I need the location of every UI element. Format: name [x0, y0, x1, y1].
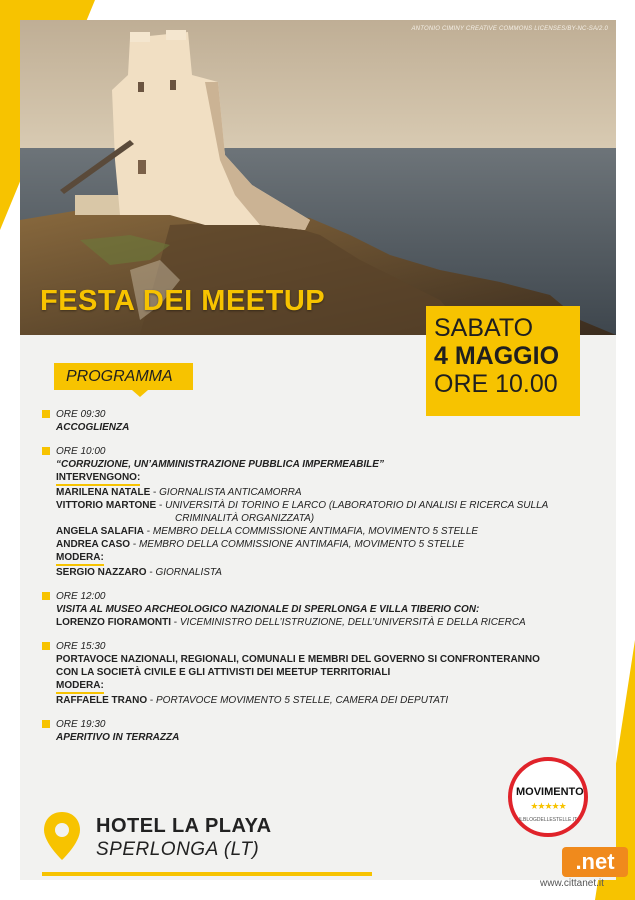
speaker-line [56, 486, 602, 499]
date-day: SABATO [434, 314, 534, 342]
event-headline: “CORRUZIONE, UN’AMMINISTRAZIONE PUBBLICA IMPERMEABILE” [56, 459, 384, 470]
program-label-text: PROGRAMMA [66, 368, 173, 385]
guide-line [56, 616, 602, 629]
speaker-separator: - [130, 539, 139, 550]
event-time: ORE 19:30 [56, 719, 106, 730]
speaker-name: ANGELA SALAFIA [56, 526, 144, 537]
guide-role: VICEMINISTRO DELL’ISTRUZIONE, DELL’UNIVERSITÀ E DELLA RICERCA [179, 617, 526, 628]
speech-tail-shape [132, 390, 148, 397]
speaker-role: GIORNALISTA ANTICAMORRA [159, 487, 302, 498]
speaker-name: MARILENA NATALE [56, 487, 151, 498]
venue-city: SPERLONGA (LT) [96, 839, 260, 860]
moderator-line [56, 566, 602, 579]
header-photo [20, 20, 616, 335]
program-item [42, 590, 602, 629]
date-time: ORE 10.00 [434, 370, 558, 398]
event-time: ORE 15:30 [56, 641, 106, 652]
event-time: ORE 12:00 [56, 591, 106, 602]
date-date: 4 MAGGIO [434, 342, 560, 370]
speakers-heading: INTERVENGONO: [56, 472, 140, 486]
moderator-name: SERGIO NAZZARO [56, 567, 147, 578]
guide-separator: - [171, 617, 180, 628]
speaker-name: ANDREA CASO [56, 539, 131, 550]
logo-word: MOVIMENTO [516, 786, 584, 798]
program-item [42, 408, 602, 434]
star-icon: ★★★★★ [530, 801, 566, 811]
speaker-role-continued: CRIMINALITÀ ORGANIZZATA) [175, 513, 315, 524]
logo-subtitle: ILBLOGDELLESTELLE.IT [518, 817, 578, 823]
moderator-separator: - [147, 695, 156, 706]
speaker-role: UNIVERSITÀ DI TORINO E LARCO (LABORATORIO DI ANALISI E RICERCA SULLA [165, 500, 549, 511]
moderator-heading: MODERA: [56, 552, 104, 566]
bullet-square-icon [42, 410, 50, 418]
event-headline: ACCOGLIENZA [56, 422, 130, 433]
bullet-square-icon [42, 720, 50, 728]
event-headline: APERITIVO IN TERRAZZA [56, 732, 180, 743]
poster-card [20, 20, 616, 880]
watermark-site: www.cittanet.it [540, 878, 604, 889]
speaker-role: MEMBRO DELLA COMMISSIONE ANTIMAFIA, MOVIMENTO 5 STELLE [152, 526, 479, 537]
watermark-brand: .net [562, 847, 628, 877]
event-headline-continued: CON LA SOCIETÀ CIVILE E GLI ATTIVISTI DEI MEETUP TERRITORIALI [56, 667, 391, 678]
bullet-square-icon [42, 642, 50, 650]
moderator-role: PORTAVOCE MOVIMENTO 5 STELLE, CAMERA DEI DEPUTATI [156, 695, 449, 706]
moderator-name: RAFFAELE TRANO [56, 695, 148, 706]
moderator-separator: - [146, 567, 156, 578]
speaker-name: VITTORIO MARTONE [56, 500, 157, 511]
bullet-square-icon [42, 447, 50, 455]
movimento-logo [508, 757, 588, 837]
program-item [42, 718, 602, 744]
bullet-square-icon [42, 592, 50, 600]
guide-name: LORENZO FIORAMONTI [56, 617, 171, 628]
location-pin-icon [42, 810, 82, 862]
speaker-separator: - [156, 500, 166, 511]
event-headline: VISITA AL MUSEO ARCHEOLOGICO NAZIONALE DI SPERLONGA E VILLA TIBERIO CON: [56, 604, 480, 615]
speaker-line [56, 525, 602, 538]
venue-name: HOTEL LA PLAYA [96, 815, 272, 837]
moderator-role: GIORNALISTA [155, 567, 222, 578]
speaker-separator: - [143, 526, 153, 537]
event-time: ORE 10:00 [56, 446, 106, 457]
speaker-separator: - [150, 487, 160, 498]
photo-credit: ANTONIO CIMINY CREATIVE COMMONS LICENSES/BY-NC-SA/2.0 [411, 26, 608, 32]
program-item [42, 640, 602, 707]
date-box [426, 306, 580, 416]
page-title: FESTA DEI MEETUP [40, 285, 326, 317]
program-label [54, 363, 193, 390]
program-list [42, 408, 602, 755]
speaker-role: MEMBRO DELLA COMMISSIONE ANTIMAFIA, MOVIMENTO 5 STELLE [138, 539, 465, 550]
program-item [42, 445, 602, 579]
event-headline: PORTAVOCE NAZIONALI, REGIONALI, COMUNALI E MEMBRI DEL GOVERNO SI CONFRONTERANNO [56, 654, 540, 665]
moderator-line [56, 694, 602, 707]
speaker-line [56, 538, 602, 551]
speaker-line [56, 499, 602, 512]
venue-underline [42, 872, 372, 876]
event-time: ORE 09:30 [56, 409, 106, 420]
moderator-heading: MODERA: [56, 680, 104, 694]
